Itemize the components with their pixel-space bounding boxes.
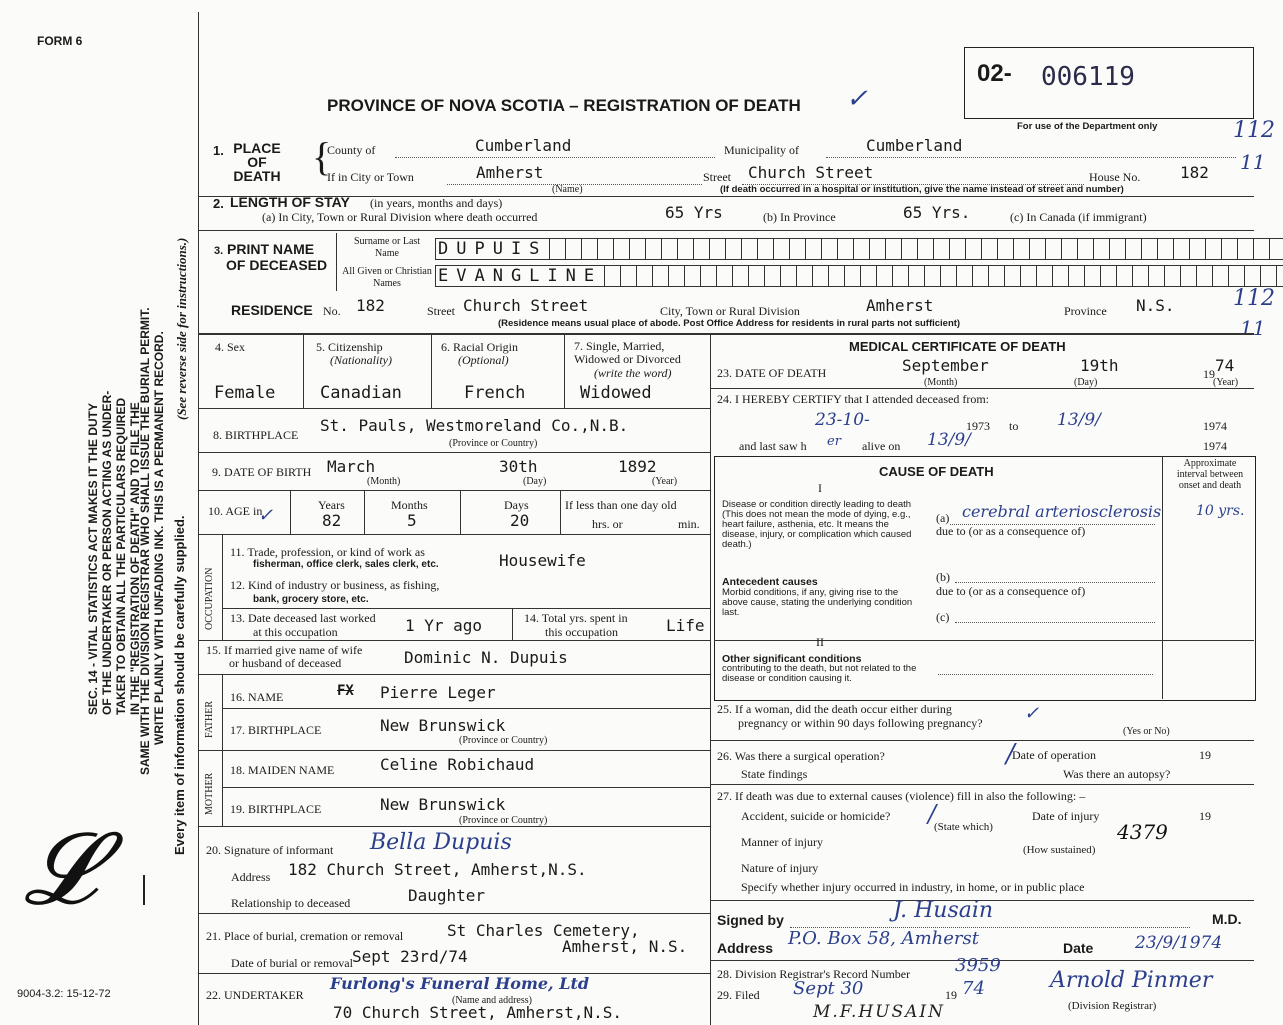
registration-number-box: [964, 47, 1254, 119]
spouse-name: Dominic N. Dupuis: [404, 648, 568, 667]
side-statute-3: IN THE "REGISTRATION OF DEATH" AND TO FILE THE: [128, 402, 142, 715]
physician-date: 23/9/1974: [1135, 933, 1223, 953]
father-strike: FX: [337, 683, 354, 699]
marital-value: Widowed: [580, 383, 652, 403]
stay-num: 2.: [213, 196, 224, 211]
sex-label: 4. Sex: [215, 340, 245, 354]
op-date-label: Date of operation: [1012, 748, 1096, 762]
age-years-label: Years: [318, 498, 345, 512]
filed-date: Sept 30: [793, 978, 864, 999]
q26-label: 26. Was there a surgical operation?: [717, 749, 885, 763]
q26-slash: /: [1006, 739, 1015, 769]
q25-check: ✓: [1024, 703, 1040, 724]
dob-month-note: (Month): [367, 476, 401, 487]
address-label: Address: [717, 940, 774, 956]
brace-1: {: [312, 134, 332, 179]
residence-street-label: Street: [427, 304, 455, 318]
medical-title: MEDICAL CERTIFICATE OF DEATH: [849, 339, 1066, 354]
side-statute-0: SEC. 14 - VITAL STATISTICS ACT MAKES IT THE DUTY: [86, 402, 100, 715]
burial-place-2: Amherst, N.S.: [562, 937, 688, 956]
residence-no: 182: [356, 296, 385, 315]
mother-name: Celine Robichaud: [380, 755, 535, 774]
print-code: 9004-3.2: 15-12-72: [17, 988, 111, 1000]
age-min-label: min.: [678, 517, 700, 531]
stay-a-label: (a) In City, Town or Rural Division where death occurred: [262, 210, 538, 224]
house-value: 182: [1180, 163, 1209, 182]
given-label: All Given or Christian Names: [342, 266, 432, 289]
inj-date-label: Date of injury: [1032, 809, 1100, 823]
burial-label: 21. Place of burial, cremation or removal: [206, 929, 404, 943]
dod-day-note: (Day): [1074, 377, 1098, 388]
occ-14-label: 14. Total yrs. spent in: [524, 611, 628, 625]
street-label: Street: [703, 170, 731, 184]
citizenship-value: Canadian: [320, 383, 402, 403]
side-statute-5: WRITE PLAINLY WITH UNFADING INK. THIS IS A PERMANENT RECORD.: [152, 331, 166, 745]
filed-yr: 74: [962, 978, 985, 999]
dod-month-note: (Month): [924, 377, 958, 388]
registrar-signature: Arnold Pinmer: [1050, 968, 1213, 993]
occ-total: Life: [666, 616, 705, 635]
informant-relationship: Daughter: [408, 886, 486, 905]
rule-after-2: [198, 230, 1254, 231]
mother-bp-label: 19. BIRTHPLACE: [230, 802, 322, 816]
informant-addr-label: Address: [231, 870, 271, 884]
citizenship-sub: (Nationality): [330, 353, 392, 367]
hospital-note: (If death occurred in a hospital or institution, give the name instead of street and number): [720, 184, 1124, 195]
age-less-label: If less than one day old: [565, 498, 677, 512]
undertaker-note: (Name and address): [452, 995, 532, 1006]
interval-label: Approximate interval between onset and death: [1176, 458, 1244, 491]
occ-trade: Housewife: [499, 551, 586, 570]
manner-value: 4379: [1117, 820, 1168, 844]
dod-year-note: (Year): [1213, 377, 1239, 388]
street-value: Church Street: [748, 163, 874, 182]
margin-scribble: 𝓛: [24, 810, 97, 927]
occupation-side: OCCUPATION: [204, 567, 215, 630]
cause-c-marker: (c): [936, 610, 950, 624]
margin-code-4: 11: [1240, 316, 1266, 340]
municipality-label: Municipality of: [724, 143, 799, 157]
age-check: ✓: [258, 505, 274, 526]
q25-sub: pregnancy or within 90 days following pregnancy?: [738, 716, 983, 730]
roman-2: II: [816, 635, 824, 649]
side-statute-2: TAKER TO OBTAIN ALL THE PARTICULARS REQUIRED: [114, 397, 128, 715]
last-seen-date: 13/9/: [927, 430, 971, 450]
county-value: Cumberland: [475, 136, 572, 155]
dod-label: 23. DATE OF DEATH: [717, 366, 827, 380]
marital-sub: (write the word): [594, 366, 672, 380]
race-label: 6. Racial Origin: [441, 340, 518, 354]
burial-place: St Charles Cemetery,: [447, 921, 640, 940]
surname-value: DUPUIS: [436, 239, 550, 259]
age-months-label: Months: [391, 498, 428, 512]
birthplace-value: St. Pauls, Westmoreland Co.,N.B.: [320, 416, 629, 435]
stay-c-label: (c) In Canada (if immigrant): [1010, 210, 1147, 224]
name-num: 3.: [214, 245, 224, 257]
municipality-value: Cumberland: [866, 136, 963, 155]
father-side: FATHER: [204, 700, 215, 738]
q29-label: 29. Filed: [717, 988, 760, 1002]
mother-name-label: 18. MAIDEN NAME: [230, 763, 335, 777]
cause-a-marker: (a): [936, 511, 950, 525]
other-title: Other significant conditions: [722, 653, 862, 665]
margin-tick: [143, 875, 145, 905]
side-note-instructions: (See reverse side for instructions.): [174, 237, 189, 420]
last-seen-yr: 1974: [1203, 439, 1227, 453]
residence-city-label: City, Town or Rural Division: [660, 304, 800, 318]
residence-prov-label: Province: [1064, 304, 1107, 318]
occ-11-sub: fisherman, office clerk, sales clerk, etc.: [253, 559, 439, 570]
marital-label: 7. Single, Married, Widowed or Divorced: [574, 339, 681, 366]
form-left-border: [198, 12, 199, 1025]
surname-label: Surname or Last Name: [353, 236, 421, 259]
cause-b-marker: (b): [936, 570, 950, 584]
father-birthplace: New Brunswick: [380, 716, 506, 735]
husain-stamp: M.F.HUSAIN: [813, 1002, 946, 1022]
cert-label: 24. I HEREBY CERTIFY that I attended deceased from:: [717, 392, 989, 406]
occ-last-worked: 1 Yr ago: [405, 616, 483, 635]
due-to-2: due to (or as a consequence of): [936, 584, 1086, 598]
cause-title: CAUSE OF DEATH: [879, 464, 994, 479]
stay-b-value: 65 Yrs.: [903, 203, 971, 222]
spouse-label-2: or husband of deceased: [229, 656, 342, 670]
occ-12-sub: bank, grocery store, etc.: [253, 594, 369, 605]
side-note-careful: Every item of information should be carefully supplied.: [172, 515, 187, 855]
rule-after-1: [198, 196, 1254, 197]
signed-label: Signed by: [717, 912, 784, 928]
md-label: M.D.: [1212, 911, 1242, 927]
q28-label: 28. Division Registrar's Record Number: [717, 967, 911, 981]
last-seen-h: er: [827, 434, 841, 449]
q27-slash: /: [928, 800, 937, 828]
dod-day: 19th: [1080, 356, 1119, 375]
margin-code-1: 112: [1233, 118, 1275, 143]
city-value: Amherst: [476, 163, 544, 182]
physician-address: P.O. Box 58, Amherst: [788, 928, 980, 949]
house-label: House No.: [1089, 170, 1141, 184]
dod-month: September: [902, 356, 989, 375]
place-num: 1.: [213, 143, 224, 158]
occ-13-sub: at this occupation: [253, 625, 338, 639]
dob-day: 30th: [499, 457, 538, 476]
filed-yr-pre: 19: [945, 988, 957, 1002]
age-days: 20: [510, 511, 530, 530]
name-label-2: OF DECEASED: [226, 257, 328, 273]
reg-prefix: 02-: [977, 60, 1012, 87]
cert-from-yr: 1973: [966, 419, 990, 433]
dob-label: 9. DATE OF BIRTH: [212, 465, 312, 479]
occ-14-sub: this occupation: [545, 625, 618, 639]
mother-bp-note: (Province or Country): [459, 815, 548, 826]
physician-signature: J. Husain: [893, 898, 994, 923]
occ-12-label: 12. Kind of industry or business, as fishing,: [230, 578, 440, 592]
interval-a-value: 10 yrs.: [1196, 503, 1245, 519]
place-label: PLACE OF DEATH: [233, 140, 281, 184]
informant-signature: Bella Dupuis: [370, 830, 512, 855]
antecedent-label: Morbid conditions, if any, giving rise to the above cause, stating the underlying condition last.: [722, 587, 913, 618]
cert-to-yr: 1974: [1203, 419, 1227, 433]
record-number: 3959: [955, 955, 1001, 976]
dept-use-note: For use of the Department only: [1017, 121, 1158, 132]
form-number: FORM 6: [37, 34, 83, 48]
mother-side: MOTHER: [204, 772, 215, 815]
form-title: PROVINCE OF NOVA SCOTIA – REGISTRATION OF DEATH: [327, 96, 801, 115]
stay-sub: (in years, months and days): [370, 196, 503, 210]
findings-label: State findings: [741, 767, 808, 781]
county-label: County of: [327, 143, 376, 157]
date-label: Date: [1063, 940, 1094, 956]
race-sub: (Optional): [458, 353, 509, 367]
city-label: If in City or Town: [327, 170, 414, 184]
name-label-1: PRINT NAME: [227, 241, 315, 257]
stay-label: LENGTH OF STAY: [230, 194, 350, 210]
last-seen-label: and last saw h: [739, 439, 807, 453]
residence-province: N.S.: [1136, 296, 1175, 315]
registrar-label: (Division Registrar): [1068, 1000, 1157, 1012]
undertaker-address: 70 Church Street, Amherst,N.S.: [333, 1003, 622, 1022]
age-years: 82: [322, 511, 342, 530]
stay-a-value: 65 Yrs: [665, 203, 723, 222]
mid-divider: [710, 333, 711, 1025]
informant-address: 182 Church Street, Amherst,N.S.: [288, 860, 587, 879]
side-statute-1: OF THE UNDERTAKER OR PERSON ACTING AS UNDER-: [100, 390, 114, 715]
due-to-1: due to (or as a consequence of): [936, 524, 1086, 538]
age-hrs-label: hrs. or: [592, 517, 623, 531]
occ-13-label: 13. Date deceased last worked: [230, 611, 376, 625]
age-months: 5: [407, 511, 417, 530]
father-name: Pierre Leger: [380, 683, 496, 702]
undertaker-stamp: Furlong's Funeral Home, Ltd: [330, 974, 590, 993]
dob-year: 1892: [618, 457, 657, 476]
roman-1: I: [818, 481, 822, 495]
given-value: EVANGLINE: [436, 266, 605, 286]
informant-sig-label: 20. Signature of informant: [206, 843, 334, 857]
antecedent-title: Antecedent causes: [722, 576, 818, 588]
race-value: French: [464, 383, 526, 403]
dod-year: 74: [1215, 356, 1235, 375]
yes-no-note: (Yes or No): [1123, 726, 1170, 737]
informant-rel-label: Relationship to deceased: [231, 896, 351, 910]
manner-label: Manner of injury: [741, 835, 823, 849]
reg-number: 006119: [1041, 62, 1135, 92]
stay-b-label: (b) In Province: [763, 210, 836, 224]
cause-a-value: cerebral arteriosclerosis: [962, 502, 1162, 521]
autopsy-label: Was there an autopsy?: [1063, 767, 1171, 781]
age-label: 10. AGE in: [208, 504, 263, 518]
residence-no-label: No.: [323, 304, 341, 318]
dob-month: March: [327, 457, 376, 476]
q25-label: 25. If a woman, did the death occur either during: [717, 702, 952, 716]
residence-street: Church Street: [463, 296, 589, 315]
residence-note: (Residence means usual place of abode. Post Office Address for residents in rural parts not sufficient): [498, 318, 961, 329]
other-label: contributing to the death, but not related to the disease or condition causing it.: [722, 663, 917, 684]
burial-date-label: Date of burial or removal: [231, 956, 353, 970]
check-mark: ✓: [846, 84, 868, 114]
op-yr: 19: [1199, 748, 1211, 762]
inj-yr: 19: [1199, 809, 1211, 823]
surname-cells: [435, 238, 1283, 260]
q27-label: 27. If death was due to external causes (violence) fill in also the following: –: [717, 789, 1086, 803]
father-name-label: 16. NAME: [230, 690, 284, 704]
age-days-label: Days: [504, 498, 529, 512]
dob-year-note: (Year): [652, 476, 678, 487]
birthplace-note: (Province or Country): [449, 438, 538, 449]
burial-date: Sept 23rd/74: [352, 947, 468, 966]
cert-to-label: to: [1009, 419, 1019, 433]
residence-label: RESIDENCE: [231, 302, 313, 318]
residence-city: Amherst: [866, 296, 934, 315]
disease-label: Disease or condition directly leading to death (This does not mean the mode of dying, e.g., heart failure, asthenia, etc. It means the disease, injury, or complication which caused death.): [722, 499, 912, 550]
father-bp-note: (Province or Country): [459, 735, 548, 746]
occ-11-label: 11. Trade, profession, or kind of work as: [230, 545, 425, 559]
side-statute-4: SAME WITH THE DIVISION REGISTRAR WHO SHALL ISSUE THE BURIAL PERMIT.: [138, 307, 152, 775]
undertaker-label: 22. UNDERTAKER: [206, 988, 304, 1002]
dod-year-pre: 19: [1203, 367, 1215, 381]
cert-to: 13/9/: [1057, 410, 1101, 430]
city-name-note: (Name): [552, 184, 583, 195]
mother-birthplace: New Brunswick: [380, 795, 506, 814]
margin-code-2: 11: [1240, 150, 1266, 174]
how-sustained: (How sustained): [1023, 844, 1096, 856]
citizenship-label: 5. Citizenship: [316, 340, 383, 354]
father-bp-label: 17. BIRTHPLACE: [230, 723, 322, 737]
accident-label: Accident, suicide or homicide?: [741, 809, 891, 823]
nature-label: Nature of injury: [741, 861, 819, 875]
given-cells: [435, 265, 1283, 287]
specify-label: Specify whether injury occurred in industry, in home, or in public place: [741, 880, 1085, 894]
rule-after-res: [198, 333, 1254, 335]
state-which: (State which): [934, 821, 993, 833]
dob-day-note: (Day): [523, 476, 547, 487]
margin-code-3: 112: [1233, 286, 1275, 311]
alive-label: alive on: [862, 439, 901, 453]
spouse-label: 15. If married give name of wife: [206, 643, 363, 657]
cert-from: 23-10-: [815, 410, 870, 430]
sex-value: Female: [214, 383, 276, 403]
birthplace-label: 8. BIRTHPLACE: [213, 428, 299, 442]
